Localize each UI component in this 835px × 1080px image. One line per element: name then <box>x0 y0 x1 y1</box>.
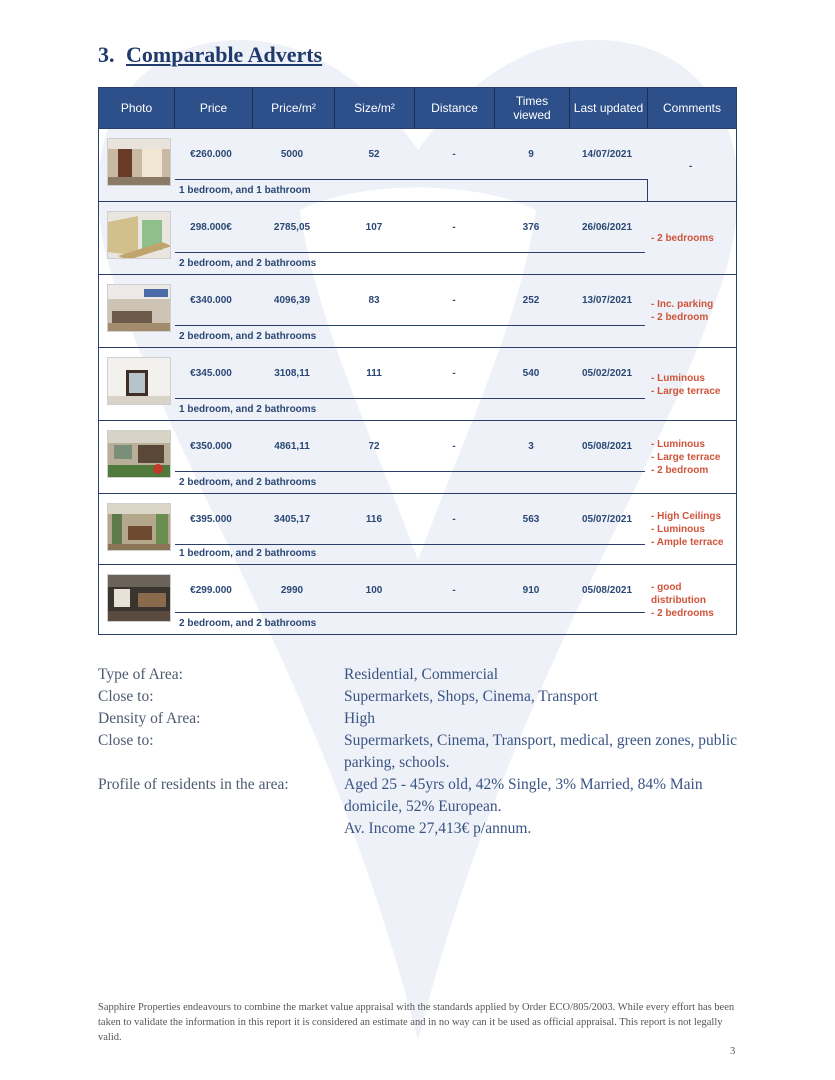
row-description: 1 bedroom, and 2 bathrooms <box>179 404 317 415</box>
price-per-m2-cell: 3405,17 <box>273 514 311 525</box>
views-cell: 9 <box>528 149 534 160</box>
row-description: 2 bedroom, and 2 bathrooms <box>179 331 317 342</box>
row-comments <box>651 232 741 245</box>
size-cell: 72 <box>368 441 380 452</box>
row-description: 2 bedroom, and 2 bathrooms <box>179 258 317 269</box>
size-cell: 116 <box>365 514 383 525</box>
row-comments <box>651 438 741 477</box>
disclaimer-footer: Sapphire Properties endeavours to combine the market value appraisal with the standards applied by Order ECO/805/2003. While every effort has been taken to validate the information in this report it is considered an estimate and in no way can it be used as official appraisal. This report is not legally valid. <box>98 1002 735 1043</box>
row-divider <box>175 325 645 326</box>
area-info <box>98 664 738 840</box>
header-times-viewed: Times viewed <box>495 88 570 128</box>
comment-line: - Ample terrace <box>651 537 724 548</box>
size-cell: 107 <box>365 222 383 233</box>
price-per-m2-cell: 4096,39 <box>273 295 311 306</box>
price-cell: 298.000€ <box>190 222 232 233</box>
price-per-m2-cell: 2785,05 <box>273 222 311 233</box>
row-description: 2 bedroom, and 2 bathrooms <box>179 477 317 488</box>
table-row <box>99 347 736 420</box>
views-cell: 3 <box>528 441 534 452</box>
comment-line: distribution <box>651 595 706 606</box>
header-distance: Distance <box>415 88 495 128</box>
comment-line: - good <box>651 582 682 593</box>
price-cell: €340.000 <box>190 295 232 306</box>
header-photo: Photo <box>99 88 175 128</box>
row-description: 1 bedroom, and 1 bathroom <box>179 185 311 196</box>
info-label: Profile of residents in the area: <box>98 776 289 793</box>
property-photo[interactable] <box>107 211 171 259</box>
info-value: Supermarkets, Shops, Cinema, Transport <box>344 688 599 705</box>
price-cell: €345.000 <box>190 368 232 379</box>
heading-title: Comparable Adverts <box>126 42 323 67</box>
info-value: Aged 25 - 45yrs old, 42% Single, 3% Married, 84% Main domicile, 52% European. <box>344 776 703 815</box>
distance-cell: - <box>452 295 456 306</box>
table-row <box>99 128 736 201</box>
row-divider <box>175 398 645 399</box>
table-row <box>99 493 736 564</box>
row-comments <box>651 298 741 324</box>
views-cell: 910 <box>522 585 540 596</box>
table-row <box>99 201 736 274</box>
property-photo[interactable] <box>107 138 171 186</box>
info-row <box>98 774 738 818</box>
size-cell: 83 <box>368 295 380 306</box>
info-label: Density of Area: <box>98 710 201 727</box>
price-per-m2-cell: 2990 <box>280 585 304 596</box>
price-cell: €395.000 <box>190 514 232 525</box>
row-comments <box>651 510 741 549</box>
page-heading <box>98 42 322 68</box>
info-row <box>98 818 738 840</box>
row-divider <box>175 179 647 180</box>
size-cell: 111 <box>366 368 382 379</box>
distance-cell: - <box>452 441 456 452</box>
property-photo[interactable] <box>107 503 171 551</box>
table-row <box>99 420 736 493</box>
page-number: 3 <box>730 1046 736 1057</box>
comment-line: - Large terrace <box>651 452 721 463</box>
updated-cell: 26/06/2021 <box>581 222 633 233</box>
price-cell: €299.000 <box>190 585 232 596</box>
updated-cell: 05/02/2021 <box>581 368 633 379</box>
row-description: 1 bedroom, and 2 bathrooms <box>179 548 317 559</box>
row-description: 2 bedroom, and 2 bathrooms <box>179 618 317 629</box>
info-row <box>98 686 738 708</box>
updated-cell: 05/07/2021 <box>581 514 633 525</box>
comment-line: - Luminous <box>651 373 705 384</box>
price-cell: €260.000 <box>190 149 232 160</box>
comment-line: - 2 bedrooms <box>651 608 714 619</box>
info-row <box>98 664 738 686</box>
header-price: Price <box>175 88 253 128</box>
property-photo[interactable] <box>107 430 171 478</box>
size-cell: 52 <box>368 149 380 160</box>
heading-number: 3. <box>98 42 115 67</box>
distance-cell: - <box>452 368 456 379</box>
views-cell: 252 <box>522 295 540 306</box>
comment-line: - Luminous <box>651 524 705 535</box>
info-label: Close to: <box>98 688 154 705</box>
table-row <box>99 274 736 347</box>
updated-cell: 05/08/2021 <box>581 441 633 452</box>
distance-cell: - <box>452 149 456 160</box>
property-photo[interactable] <box>107 574 171 622</box>
comment-line: - High Ceilings <box>651 511 721 522</box>
comment-line: - 2 bedrooms <box>651 233 714 244</box>
header-last-updated: Last updated <box>570 88 648 128</box>
row-comments <box>651 372 741 398</box>
info-value: Av. Income 27,413€ p/annum. <box>344 820 532 837</box>
comment-line: - 2 bedroom <box>651 312 709 323</box>
info-label: Close to: <box>98 732 154 749</box>
header-size: Size/m² <box>335 88 415 128</box>
distance-cell: - <box>452 585 456 596</box>
price-per-m2-cell: 4861,11 <box>274 441 310 452</box>
table-row <box>99 564 736 635</box>
property-photo[interactable] <box>107 284 171 332</box>
distance-cell: - <box>452 222 456 233</box>
comment-line: - <box>689 161 693 172</box>
header-comments: Comments <box>662 101 721 115</box>
info-value: High <box>344 710 375 727</box>
property-photo[interactable] <box>107 357 171 405</box>
size-cell: 100 <box>365 585 383 596</box>
views-cell: 540 <box>522 368 540 379</box>
updated-cell: 14/07/2021 <box>581 149 633 160</box>
row-divider-vertical <box>647 179 648 202</box>
info-label: Type of Area: <box>98 666 183 683</box>
price-cell: €350.000 <box>190 441 232 452</box>
header-price-per-m2: Price/m² <box>253 88 335 128</box>
row-divider <box>175 252 645 253</box>
row-divider <box>175 612 645 613</box>
price-per-m2-cell: 5000 <box>280 149 304 160</box>
info-label <box>98 818 344 840</box>
updated-cell: 13/07/2021 <box>581 295 633 306</box>
info-value: Residential, Commercial <box>344 666 499 683</box>
comment-line: - 2 bedroom <box>651 465 709 476</box>
table-header <box>99 88 736 128</box>
price-per-m2-cell: 3108,11 <box>274 368 310 379</box>
comment-line: - Inc. parking <box>651 299 714 310</box>
updated-cell: 05/08/2021 <box>581 585 633 596</box>
row-divider <box>175 544 645 545</box>
distance-cell: - <box>452 514 456 525</box>
row-comments <box>651 581 741 620</box>
views-cell: 563 <box>522 514 540 525</box>
comment-line: - Luminous <box>651 439 705 450</box>
comparables-table <box>98 87 737 635</box>
info-value: Supermarkets, Cinema, Transport, medical, green zones, public parking, schools. <box>344 732 738 771</box>
info-row <box>98 708 738 730</box>
row-divider <box>175 471 645 472</box>
info-row <box>98 730 738 774</box>
views-cell: 376 <box>522 222 540 233</box>
comment-line: - Large terrace <box>651 386 721 397</box>
